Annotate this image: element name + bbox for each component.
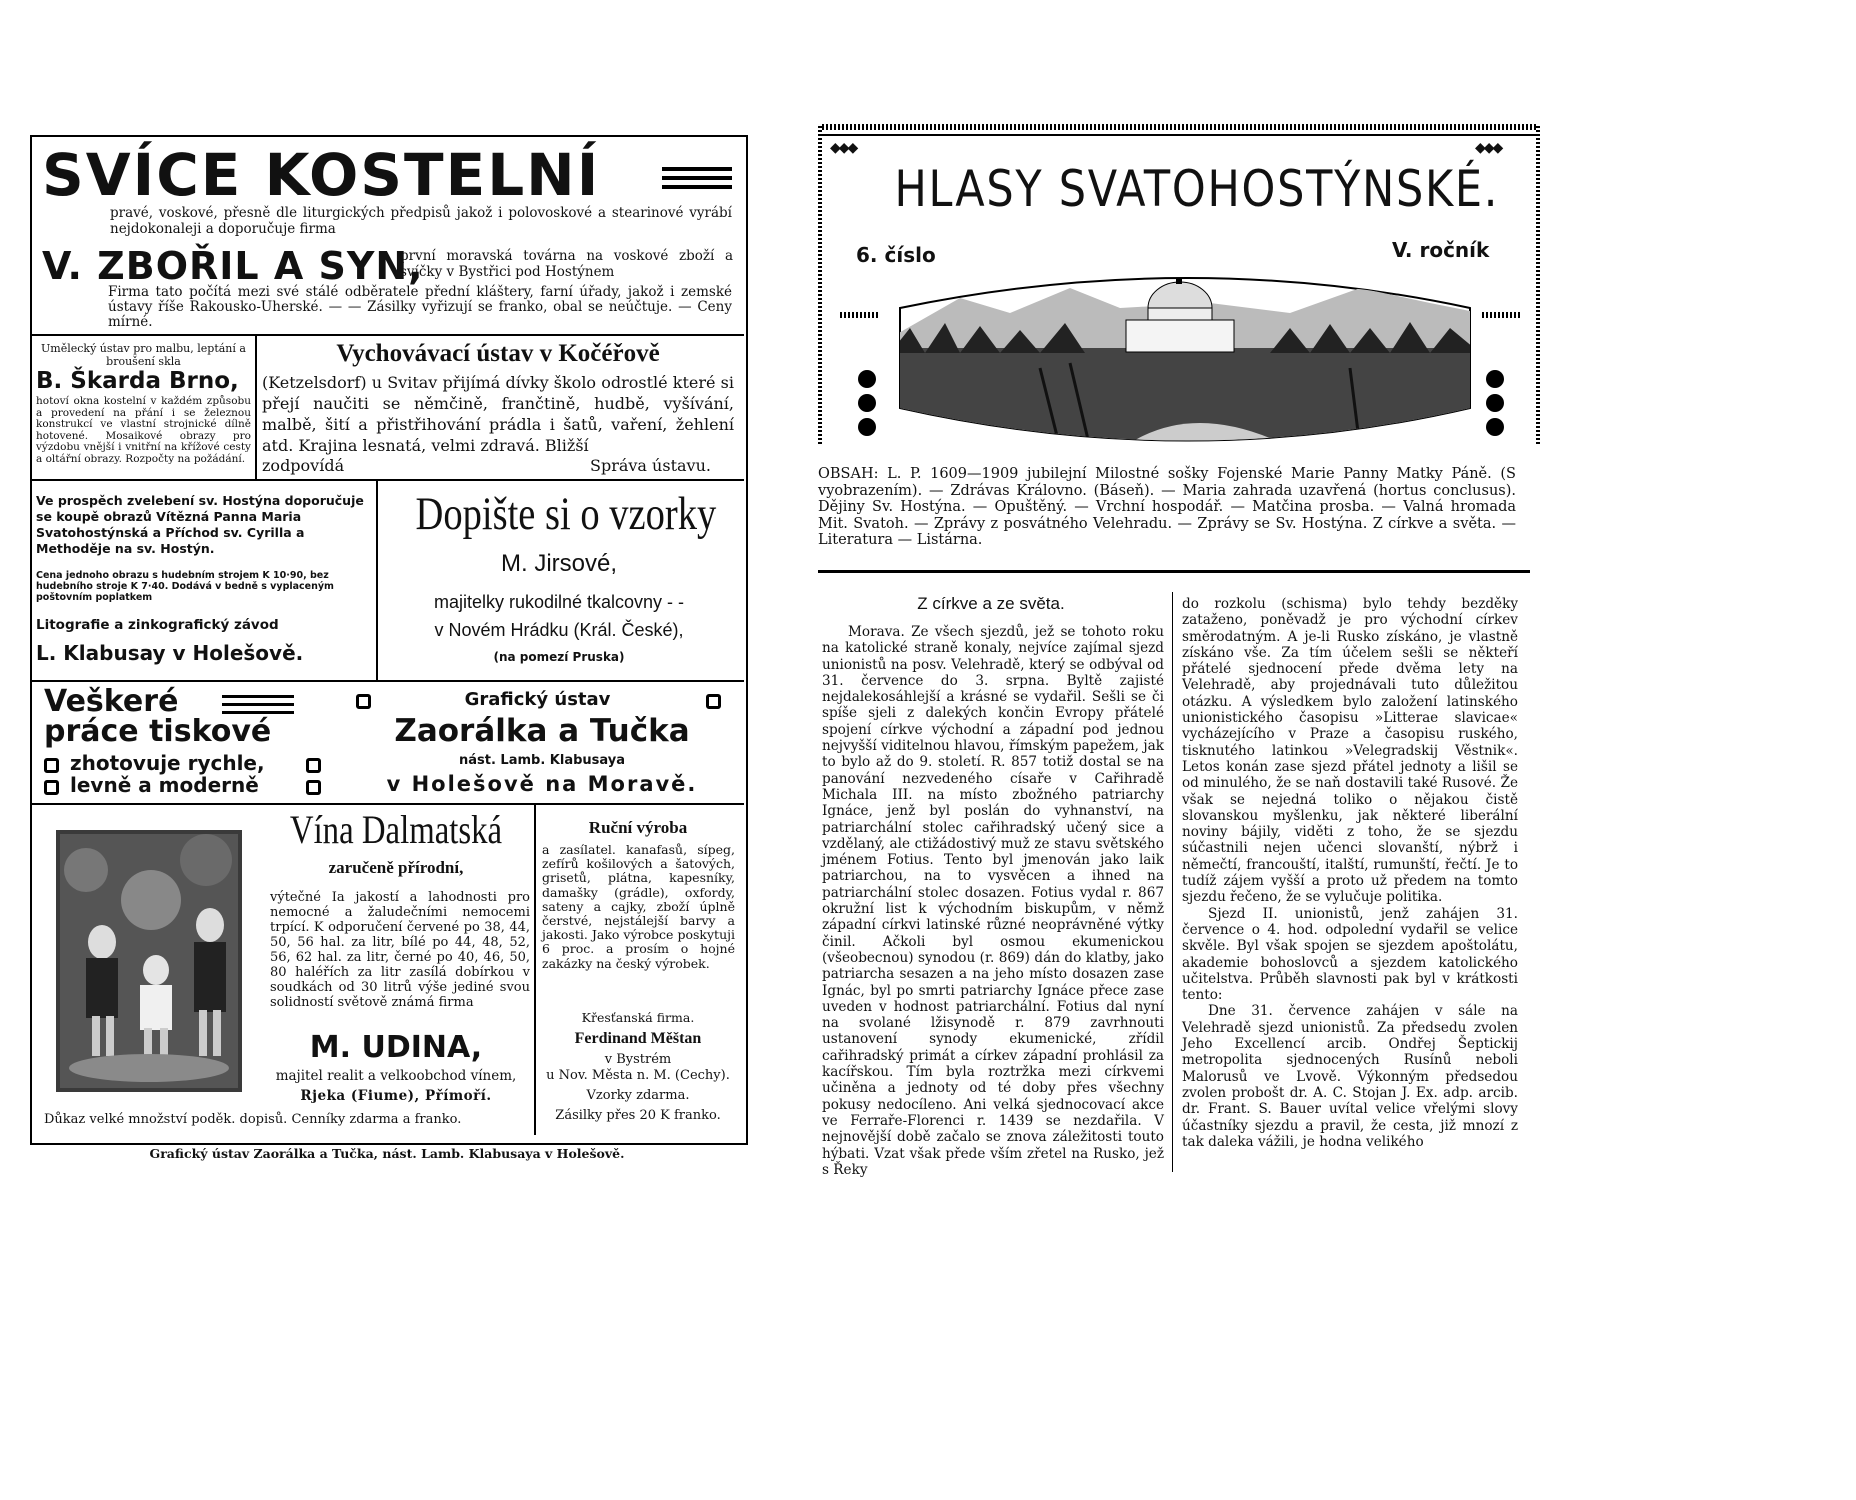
ad-vina-footer: Důkaz velké množství poděk. dopisů. Cenníky zdarma a franko. bbox=[44, 1112, 462, 1127]
ornament-bullet-icon bbox=[858, 370, 876, 388]
ad-skarda-pre: Umělecký ústav pro malbu, leptání a broušení skla bbox=[41, 342, 246, 368]
masthead-top-rule bbox=[818, 124, 1540, 130]
ornament-bullet-icon bbox=[1486, 370, 1504, 388]
church-landscape-illustration bbox=[890, 258, 1480, 458]
contents: OBSAH: L. P. 1609—1909 jubilejní Milostné sošky Fojenské Marie Panny Matky Páně. (S vyobrazením). — Zdrávas Královno. (Báseň). — Maria zahrada uzavřená (hortus conclusus). Dějiny Sv. Hostýna. — Opuštěný. — Vrchní hospodář. — Matčina prosba. — Valná hromada Mit. Svatoh. — Zprávy z posvátného Velehradu. — Zprávy se Sv. Hostýna. Z církve a světa. — Literatura — Listárna. bbox=[818, 466, 1516, 548]
ad-vzorky-title: Dopište si o vzorky bbox=[415, 488, 717, 540]
divider bbox=[818, 570, 1530, 573]
ad-tiskove-l3: zhotovuje rychle, bbox=[70, 751, 265, 775]
ad-rucni-title: Ruční výroba bbox=[588, 818, 688, 837]
ad-skarda-body: hotoví okna kostelní v každém způsobu a provedení na přání i se železnou konstrukcí ve vlastní strojnické dílně hotovené. Mosaikové obrazy pro výzdobu vnější i vnitřní na křížové cesty a oltářní obrazy. Rozpočty na požádání. bbox=[36, 395, 251, 465]
ad-svice-intro: pravé, voskové, přesně dle liturgických předpisů jakož i polovoskové a stearinové vyrábí nejdokonaleji a doporučuje firma bbox=[110, 205, 732, 237]
masthead-issue: 6. číslo bbox=[856, 243, 936, 267]
ad-vzorky-line1: majitelky rukodilné tkalcovny - - bbox=[433, 592, 685, 612]
column-divider bbox=[1172, 592, 1173, 1172]
ad-ustav-footer-left: zodpovídá bbox=[262, 456, 345, 475]
ad-vina-place: Rjeka (Fiume), Přímoří. bbox=[300, 1088, 492, 1104]
bullet-icon bbox=[356, 694, 371, 709]
ad-rucni-place1: v Bystrém bbox=[604, 1052, 672, 1067]
ad-vzorky-line3: (na pomezí Pruska) bbox=[493, 650, 625, 664]
ad-tiskove-r3: nást. Lamb. Klabusaya bbox=[458, 753, 626, 768]
article-col-2 bbox=[1182, 596, 1518, 1150]
printer-line: Grafický ústav Zaorálka a Tučka, nást. Lamb. Klabusaya v Holešově. bbox=[149, 1146, 625, 1161]
ad-rucni-samples: Vzorky zdarma. bbox=[586, 1088, 690, 1103]
ad-obrazy-price: Cena jednoho obrazu s hudebním strojem K 10·90, bez hudebního stroje K 7·40. Dodává v bedně s vyplaceným poštovním poplatkem bbox=[36, 570, 334, 603]
divider bbox=[32, 479, 744, 481]
ornament-bullet-icon bbox=[858, 394, 876, 412]
divider bbox=[534, 805, 536, 1135]
ad-vzorky-line2: v Novém Hrádku (Král. České), bbox=[434, 620, 684, 640]
ad-svice-company-desc: první moravská továrna na voskové zboží a svíčky v Bystřici pod Hostýnem bbox=[400, 248, 733, 280]
ad-vina-name: M. UDINA, bbox=[309, 1030, 483, 1065]
ad-svice-body: Firma tato počítá mezi své stálé odběratele přední kláštery, farní úřady, jakož i zemské ústavy říše Rakousko-Uherské. — — Zásilky vyřizují se franko, obal se neúčtuje. — Ceny mírné. bbox=[108, 284, 732, 330]
article-title: Z církve a ze světa. bbox=[917, 594, 1065, 613]
ad-tiskove-r2: Zaorálka a Tučka bbox=[394, 713, 690, 749]
article-col-2-p1: do rozkolu (schisma) bylo tehdy bezděky zataženo, poněvadž je pro východní církev směrodatným. A je-li Rusko získáno, je vlastně získáno vše. Za tím účelem sešli se někteří přátelé sjednocení přede dvěma lety na Velehradě, aby projednávali tuto důležitou otázku. A výsledkem bylo založení latinského unionistického časopisu »Litterae slavicae« vycházejícího v Praze a časopisu ruského, tisknutého latinkou »Velegradskij Věstnik«. Letos konán zase sjezd přátel jednoty a lišil se od minulého, že se naň dostavili také Rusové. Že však se nejedná toliko o nějakou čistě slovanskou myšlenku, jak některé liberální noviny bájily, viděti z toho, že se sjezdu súčastnili nejen učenci slovanští, nýbrž i němečtí, francouští, italští, rumunští, řečtí. Je to tudíž zájem vyšší a proto už předem na tomto sjezdu řečeno, že se vylučuje politika. bbox=[1182, 596, 1518, 906]
ad-obrazy-name: L. Klabusay v Holešově. bbox=[36, 641, 304, 665]
masthead-title: HLASY SVATOHOSTÝNSKÉ. bbox=[894, 160, 1500, 218]
ad-obrazy-firm: Litografie a zinkografický závod bbox=[36, 617, 279, 633]
ad-rucni-name: Ferdinand Měštan bbox=[574, 1030, 702, 1047]
divider bbox=[255, 336, 257, 479]
ad-ustav-title: Vychovávací ústav v Kočéřově bbox=[336, 340, 660, 367]
bullet-icon bbox=[306, 758, 321, 773]
ad-vina-owner: majitel realit a velkoobchod vínem, bbox=[275, 1068, 517, 1084]
ad-vina-subtitle: zaručeně přírodní, bbox=[328, 858, 464, 877]
divider bbox=[376, 481, 378, 681]
ornament-bullet-icon bbox=[858, 418, 876, 436]
article-col-2-p2: Sjezd II. unionistů, jenž zahájen 31. července o 4. hod. odpolední vydařil se velice skvěle. Byl však spojen se sjezdem apoštolátu, akademie bohoslovců a sjezdem katolického učitelstva. Průběh slavnosti pak byl v krátkosti tento: bbox=[1182, 905, 1518, 1004]
bullet-icon bbox=[44, 780, 59, 795]
ornament-dots-left: ◆◆◆ bbox=[830, 140, 857, 156]
article-col-1-p1: Morava. Ze všech sjezdů, jež se tohoto roku na katolické straně konaly, nejvíce zajímal sjezd unionistů na posv. Velehradě, který se odbýval od 31. července do 3. srpna. Byltě zajisté nejdalekosáhlejší a krásné se vydařil. Sešli se či spíše sjeli z dalekých končin Evropy přátelé spojení církve východní a západní pod jednou nejvyšší viditelnou hlavou, římským papežem, jak to bylo až do 9. století. R. 857 totiž dostal se na panování nezvedeného císaře v Cařihradě Michala III. na místo zbožného patriarchy Ignáce, jenž byl poslán do vyhnanství, na patriarchální stolec cařihradský učený sice a vzdělaný, ale ctižádostivý muž ze stavu světského jménem Fotius. Tento byl jmenován jako laik patriarchou, na to vysvěcen a ihned na patriarchální stolec dosazen. Fotius vydal r. 867 okružní list k východním biskupům, v němž západní církvi latinské různé neoprávněné výtky činil. Ačkoli byl osmou ekumenickou (všeobecnou) synodou (r. 869) dán do klatby, jako patriarcha sesazen a na jeho místo dosazen zase Ignác, byl po smrti patriarchy Ignáce přece zase uveden v hodnost patriarchální. Fotius dal nyní na svolané lžisynodě r. 879 zavrhnouti ustanovení synody ekumenické, zřídil cařihradský primát a církev západní prohlásil za kacířskou. Tím byla roztržka mezi církvemi učiněna a jednoty od té doby přes všechny pokusy nedocíleno. Ani velká sjednocovací akce ve Ferraře-Florenci r. 1439 se nezdařila. V nejnovější době začalo se znova záležitosti touto hýbati. Vzat však přede vším zřetel na Rusko, jež s Řeky bbox=[822, 624, 1164, 1178]
article-col-1 bbox=[822, 624, 1164, 1178]
ornament-side-left bbox=[840, 312, 878, 318]
article-col-2-p3: Dne 31. července zahájen v sále na Velehradě sjezd unionistů. Za předsedu zvolen Jeho Excellencí arcib. Ondřej Šeptickij metropolita sjednocených Rusínů neboli Malorusů ve Lvově. Výkonným předsedou zvolen probošt dr. A. C. Stojan J. Ex. adp. arcib. dr. Frant. S. Bauer uvítal velice vřelými slovy účastníky sjezdu a pravil, že cesta, již mnozí z tak daleka vážili, je hodna velikého bbox=[1182, 1003, 1518, 1150]
ad-rucni-place2: u Nov. Města n. M. (Cechy). bbox=[546, 1068, 730, 1083]
ornament-bullet-icon bbox=[1486, 394, 1504, 412]
children-photo bbox=[56, 830, 242, 1092]
divider bbox=[32, 680, 744, 682]
ornament-dots-right: ◆◆◆ bbox=[1475, 140, 1502, 156]
ad-tiskove-l4: levně a moderně bbox=[70, 773, 259, 797]
divider bbox=[32, 803, 744, 805]
ad-svice-title: SVÍCE KOSTELNÍ bbox=[42, 141, 601, 209]
masthead-volume: V. ročník bbox=[1392, 238, 1490, 262]
ad-svice-company: V. ZBOŘIL A SYN, bbox=[42, 244, 424, 288]
divider bbox=[32, 334, 744, 336]
ad-skarda-name: B. Škarda Brno, bbox=[36, 368, 239, 394]
bullet-icon bbox=[306, 780, 321, 795]
ad-tiskove-l2: práce tiskové bbox=[44, 714, 272, 749]
ornament-side-right bbox=[1482, 312, 1520, 318]
ad-vina-body: výtečné Ia jakostí a lahodnosti pro nemocné a žaludečními nemocemi trpící. K odporučení červené po 38, 44, 50, 56 hal. za litr, bílé po 44, 48, 52, 56, 62 hal. za litr, černé po 40, 46, 50, 80 haléřích za litr zasílá dobírkou v soudkách od 30 litrů výše jediné svou solidností světově známá firma bbox=[270, 890, 530, 1010]
ornament-bullet-icon bbox=[1486, 418, 1504, 436]
ad-ustav-footer-right: Správa ústavu. bbox=[590, 456, 711, 475]
ad-obrazy-body: Ve prospěch zvelebení sv. Hostýna doporučuje se koupě obrazů Vítězná Panna Maria Svatohostýnská a Příchod sv. Cyrilla a Methoděje na sv. Hostýn. bbox=[36, 493, 364, 556]
bullet-icon bbox=[44, 758, 59, 773]
ad-tiskove-r1: Grafický ústav bbox=[464, 689, 611, 710]
ad-svice-rules bbox=[662, 162, 732, 194]
ad-rucni-note: Křesťanská firma. bbox=[581, 1010, 695, 1025]
ad-tiskove-l1: Veškeré bbox=[44, 684, 179, 719]
masthead-top-line bbox=[818, 134, 1540, 136]
masthead-right-rule bbox=[1536, 124, 1540, 444]
masthead-left-rule bbox=[818, 124, 822, 444]
bullet-icon bbox=[706, 694, 721, 709]
ad-vina-title: Vína Dalmatská bbox=[289, 807, 503, 852]
ad-rucni-body: a zasílatel. kanafasů, sípeg, zefírů košilových a šatových, grisetů, plátna, kapesníky, damašky (grádle), oxfordy, sateny a cajky, zboží úplně čerstvé, nejstálejší barvy a jakosti. Jako výrobce poskytuji 6 proc. a prosím o hojné zakázky na český výrobek. bbox=[542, 842, 735, 971]
ad-vzorky-name: M. Jirsové, bbox=[500, 550, 617, 577]
ad-tiskove-r4: v Holešově na Moravě. bbox=[386, 772, 698, 796]
ad-ustav-body: (Ketzelsdorf) u Svitav přijímá dívky školo odrostlé které si přejí naučiti se němčině, frančtině, hudbě, vyšívání, malbě, šití a přistřihování prádla i šatů, vaření, žehlení atd. Krajina lesnatá, velmi zdravá. Bližší bbox=[262, 373, 734, 455]
ad-rucni-shipping: Zásilky přes 20 K franko. bbox=[555, 1108, 721, 1123]
